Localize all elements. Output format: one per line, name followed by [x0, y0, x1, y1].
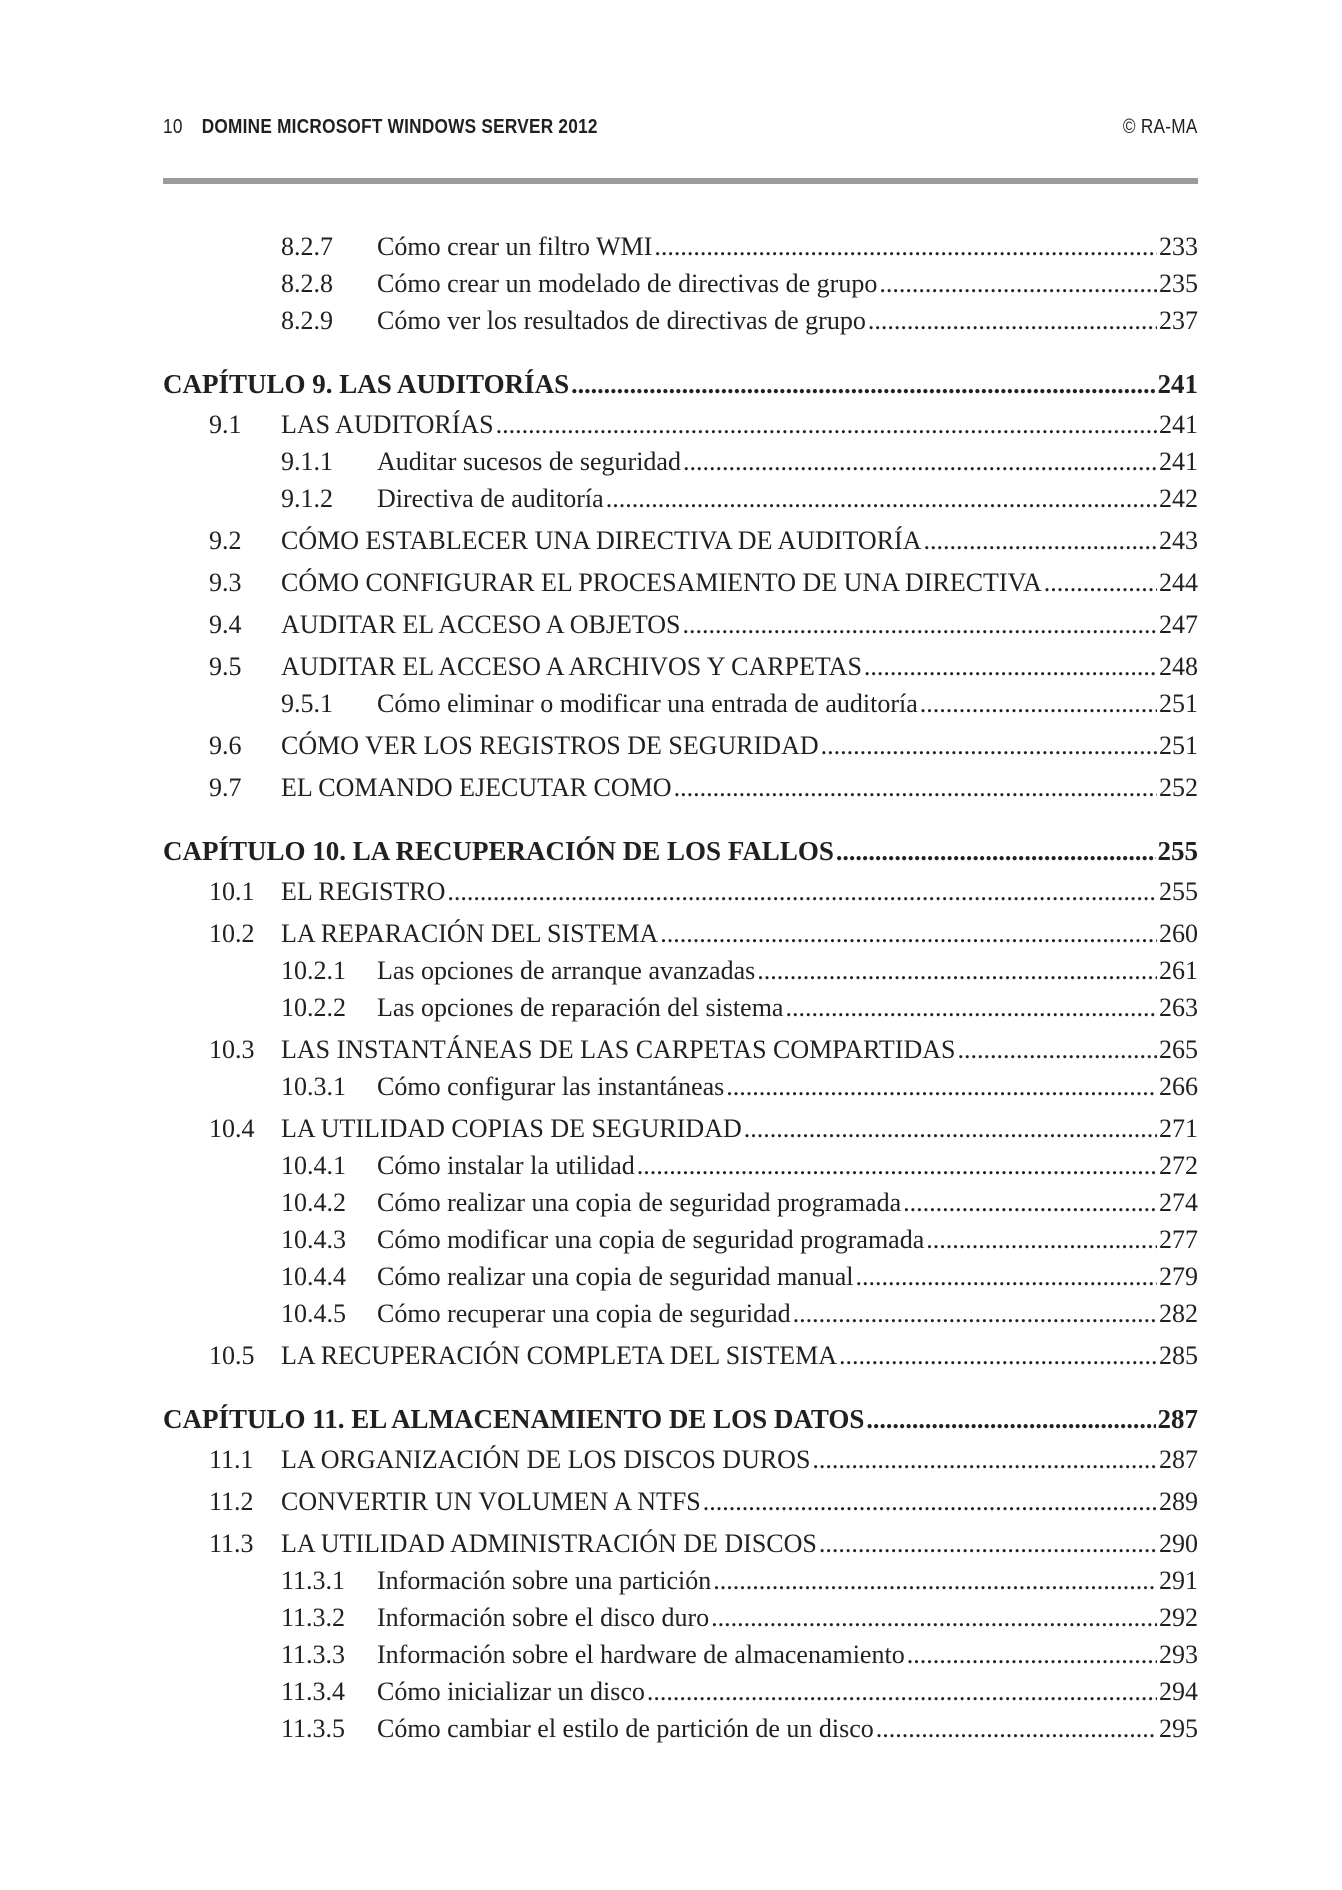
toc-entry-title: Cómo realizar una copia de seguridad programada [377, 1188, 902, 1217]
toc-entry-number: 9.2 [209, 526, 242, 555]
dot-leader [637, 1149, 1157, 1183]
toc-entry-page: 274 [1159, 1188, 1198, 1217]
toc-entry-title: CÓMO ESTABLECER UNA DIRECTIVA DE AUDITORÍA [281, 526, 922, 555]
toc-entry [163, 687, 1198, 721]
dot-leader [839, 1339, 1157, 1373]
toc-entry-page: 279 [1159, 1262, 1198, 1291]
dot-leader [926, 1223, 1157, 1257]
toc-entry-page: 241 [1157, 369, 1198, 399]
toc-entry-title: Cómo inicializar un disco [377, 1677, 645, 1706]
toc-entry [163, 1638, 1198, 1672]
toc-entry-title: LAS AUDITORÍAS [281, 410, 494, 439]
toc-entry-number: 9.3 [209, 568, 242, 597]
dot-leader [903, 1186, 1157, 1220]
toc-entry [163, 1297, 1198, 1331]
toc-entry-title: EL REGISTRO [281, 877, 446, 906]
toc-entry [163, 1564, 1198, 1598]
header-rule [163, 178, 1198, 184]
toc-entry-page: 266 [1159, 1072, 1198, 1101]
book-title: DOMINE MICROSOFT WINDOWS SERVER 2012 [201, 116, 598, 138]
toc-entry-title: Cómo eliminar o modificar una entrada de auditoría [377, 689, 918, 718]
toc-entry-title: Cómo cambiar el estilo de partición de un disco [377, 1714, 874, 1743]
dot-leader [674, 771, 1157, 805]
toc-entry-page: 244 [1159, 568, 1198, 597]
toc-entry-title: CAPÍTULO 11. EL ALMACENAMIENTO DE LOS DATOS [163, 1404, 865, 1434]
toc-entry-title: LA RECUPERACIÓN COMPLETA DEL SISTEMA [281, 1341, 837, 1370]
toc-entry [163, 1186, 1198, 1220]
toc-entry-page: 289 [1159, 1487, 1198, 1516]
toc-entry-number: 10.4.3 [281, 1225, 346, 1254]
toc-entry-title: LA UTILIDAD ADMINISTRACIÓN DE DISCOS [281, 1529, 817, 1558]
toc-entry-title: Cómo ver los resultados de directivas de grupo [377, 306, 866, 335]
toc-entry-number: 11.3.2 [281, 1603, 346, 1632]
dot-leader [812, 1443, 1157, 1477]
toc-entry-title: LA ORGANIZACIÓN DE LOS DISCOS DUROS [281, 1445, 811, 1474]
toc-chapter-entry [163, 367, 1198, 401]
toc-entry-title: Cómo modificar una copia de seguridad programada [377, 1225, 925, 1254]
toc-entry [163, 1112, 1198, 1146]
dot-leader [855, 1260, 1157, 1294]
toc-entry [163, 1339, 1198, 1373]
toc-entry-title: CÓMO CONFIGURAR EL PROCESAMIENTO DE UNA DIRECTIVA [281, 568, 1042, 597]
toc-entry-title: Cómo configurar las instantáneas [377, 1072, 725, 1101]
toc-entry-number: 8.2.8 [281, 269, 333, 298]
toc-entry-title: AUDITAR EL ACCESO A ARCHIVOS Y CARPETAS [281, 652, 862, 681]
dot-leader [713, 1564, 1157, 1598]
dot-leader [821, 729, 1157, 763]
toc-entry [163, 650, 1198, 684]
toc-entry-page: 255 [1159, 877, 1198, 906]
toc-entry-title: LAS INSTANTÁNEAS DE LAS CARPETAS COMPARTIDAS [281, 1035, 956, 1064]
dot-leader [957, 1033, 1157, 1067]
toc-entry [163, 1070, 1198, 1104]
toc-entry [163, 1712, 1198, 1746]
toc-entry-number: 11.2 [209, 1487, 254, 1516]
toc-entry [163, 917, 1198, 951]
toc-entry-number: 10.2 [209, 919, 255, 948]
dot-leader [864, 650, 1157, 684]
toc-entry-page: 295 [1159, 1714, 1198, 1743]
toc-entry [163, 1033, 1198, 1067]
toc-entry-title: CAPÍTULO 10. LA RECUPERACIÓN DE LOS FALLOS [163, 836, 834, 866]
toc-entry [163, 445, 1198, 479]
toc-entry-page: 265 [1159, 1035, 1198, 1064]
toc-entry-title: LA REPARACIÓN DEL SISTEMA [281, 919, 659, 948]
toc-entry-page: 237 [1159, 306, 1198, 335]
toc-entry-title: Las opciones de arranque avanzadas [377, 956, 756, 985]
toc-entry-number: 9.1 [209, 410, 242, 439]
toc-entry-number: 9.1.2 [281, 484, 333, 513]
toc-entry-number: 10.4.5 [281, 1299, 346, 1328]
toc-entry [163, 1527, 1198, 1561]
toc-entry-page: 241 [1159, 447, 1198, 476]
dot-leader [785, 991, 1157, 1025]
toc-entry-number: 8.2.9 [281, 306, 333, 335]
toc-entry-page: 287 [1157, 1404, 1198, 1434]
toc-entry-title: Información sobre el hardware de almacenamiento [377, 1640, 905, 1669]
toc-entry [163, 566, 1198, 600]
toc-entry-page: 272 [1159, 1151, 1198, 1180]
dot-leader [757, 954, 1157, 988]
toc-entry-number: 9.7 [209, 773, 242, 802]
toc-entry [163, 1260, 1198, 1294]
toc-entry-number: 9.6 [209, 731, 242, 760]
toc-entry [163, 608, 1198, 642]
dot-leader [660, 917, 1157, 951]
dot-leader [606, 482, 1157, 516]
toc-entry [163, 408, 1198, 442]
toc-chapter-entry [163, 1402, 1198, 1436]
toc-entry-number: 10.4 [209, 1114, 255, 1143]
dot-leader [703, 1485, 1157, 1519]
toc-entry-page: 241 [1159, 410, 1198, 439]
toc-entry [163, 1443, 1198, 1477]
dot-leader [876, 1712, 1157, 1746]
toc-entry-number: 9.1.1 [281, 447, 333, 476]
toc-entry-title: Información sobre una partición [377, 1566, 712, 1595]
toc-entry-number: 11.1 [209, 1445, 254, 1474]
toc-entry-number: 10.4.1 [281, 1151, 346, 1180]
toc-entry-page: 255 [1157, 836, 1198, 866]
toc-entry [163, 1149, 1198, 1183]
dot-leader [793, 1297, 1157, 1331]
dot-leader [683, 608, 1157, 642]
toc-entry-title: Cómo crear un modelado de directivas de grupo [377, 269, 878, 298]
toc-entry-page: 233 [1159, 232, 1198, 261]
toc-entry-page: 271 [1159, 1114, 1198, 1143]
toc-entry-number: 10.5 [209, 1341, 255, 1370]
dot-leader [920, 687, 1157, 721]
toc-entry-number: 10.3 [209, 1035, 255, 1064]
dot-leader [647, 1675, 1157, 1709]
toc-entry-number: 11.3.5 [281, 1714, 346, 1743]
toc-entry-number: 11.3.4 [281, 1677, 346, 1706]
toc-entry-title: AUDITAR EL ACCESO A OBJETOS [281, 610, 681, 639]
page-number: 10 [163, 116, 183, 138]
toc-entry-page: 248 [1159, 652, 1198, 681]
toc-entry-page: 243 [1159, 526, 1198, 555]
toc-entry [163, 1601, 1198, 1635]
toc-entry-number: 11.3 [209, 1529, 254, 1558]
toc-entry-title: Auditar sucesos de seguridad [377, 447, 681, 476]
toc-entry [163, 524, 1198, 558]
dot-leader [819, 1527, 1157, 1561]
toc-entry-number: 10.2.2 [281, 993, 346, 1022]
toc-entry-title: Cómo instalar la utilidad [377, 1151, 635, 1180]
toc-entry [163, 991, 1198, 1025]
dot-leader [744, 1112, 1157, 1146]
toc-entry-page: 260 [1159, 919, 1198, 948]
toc-entry-page: 235 [1159, 269, 1198, 298]
dot-leader [868, 304, 1157, 338]
toc-entry-page: 290 [1159, 1529, 1198, 1558]
toc-entry-title: LA UTILIDAD COPIAS DE SEGURIDAD [281, 1114, 742, 1143]
toc-entry-page: 285 [1159, 1341, 1198, 1370]
dot-leader [711, 1601, 1157, 1635]
toc-entry [163, 267, 1198, 301]
toc-entry [163, 482, 1198, 516]
toc-entry [163, 771, 1198, 805]
toc-entry-number: 10.1 [209, 877, 255, 906]
toc-entry-page: 294 [1159, 1677, 1198, 1706]
toc-entry [163, 875, 1198, 909]
dot-leader [866, 1403, 1155, 1437]
toc-entry-page: 282 [1159, 1299, 1198, 1328]
dot-leader [496, 408, 1157, 442]
toc-entry-page: 251 [1159, 731, 1198, 760]
toc-entry-number: 11.3.1 [281, 1566, 346, 1595]
toc-entry [163, 304, 1198, 338]
toc-entry-page: 277 [1159, 1225, 1198, 1254]
toc-entry-number: 10.4.4 [281, 1262, 346, 1291]
dot-leader [683, 445, 1157, 479]
dot-leader [447, 875, 1157, 909]
toc-entry [163, 1675, 1198, 1709]
dot-leader [907, 1638, 1157, 1672]
toc-entry-page: 291 [1159, 1566, 1198, 1595]
toc-entry-page: 252 [1159, 773, 1198, 802]
toc-entry-title: EL COMANDO EJECUTAR COMO [281, 773, 672, 802]
dot-leader [923, 524, 1157, 558]
dot-leader [879, 267, 1157, 301]
toc-entry-number: 8.2.7 [281, 232, 333, 261]
toc-entry-number: 9.5 [209, 652, 242, 681]
toc-chapter-entry [163, 834, 1198, 868]
publisher: © RA-MA [1122, 116, 1198, 138]
toc-entry-title: CÓMO VER LOS REGISTROS DE SEGURIDAD [281, 731, 819, 760]
toc-entry-title: Cómo recuperar una copia de seguridad [377, 1299, 791, 1328]
toc-entry-title: Directiva de auditoría [377, 484, 604, 513]
toc-entry [163, 729, 1198, 763]
toc-entry-page: 263 [1159, 993, 1198, 1022]
toc-entry-number: 11.3.3 [281, 1640, 346, 1669]
toc-entry-title: Cómo crear un filtro WMI [377, 232, 653, 261]
toc-entry-title: Información sobre el disco duro [377, 1603, 710, 1632]
toc-entry [163, 230, 1198, 264]
toc-entry-number: 10.4.2 [281, 1188, 346, 1217]
dot-leader [571, 368, 1155, 402]
dot-leader [726, 1070, 1157, 1104]
dot-leader [654, 230, 1157, 264]
dot-leader [836, 835, 1156, 869]
toc-entry-number: 10.2.1 [281, 956, 346, 985]
toc-entry-page: 287 [1159, 1445, 1198, 1474]
toc-entry-page: 292 [1159, 1603, 1198, 1632]
toc-entry-title: CAPÍTULO 9. LAS AUDITORÍAS [163, 369, 570, 399]
toc-entry [163, 1485, 1198, 1519]
toc-entry [163, 1223, 1198, 1257]
toc-entry-page: 293 [1159, 1640, 1198, 1669]
toc-entry-page: 242 [1159, 484, 1198, 513]
toc-entry-number: 9.5.1 [281, 689, 333, 718]
toc-entry [163, 954, 1198, 988]
toc-entry-title: Las opciones de reparación del sistema [377, 993, 784, 1022]
toc-entry-title: CONVERTIR UN VOLUMEN A NTFS [281, 1487, 701, 1516]
toc-entry-page: 247 [1159, 610, 1198, 639]
toc-entry-page: 261 [1159, 956, 1198, 985]
toc-entry-page: 251 [1159, 689, 1198, 718]
running-header [163, 116, 1198, 146]
dot-leader [1044, 566, 1157, 600]
toc-entry-title: Cómo realizar una copia de seguridad manual [377, 1262, 854, 1291]
toc-entry-number: 9.4 [209, 610, 242, 639]
toc-entry-number: 10.3.1 [281, 1072, 346, 1101]
